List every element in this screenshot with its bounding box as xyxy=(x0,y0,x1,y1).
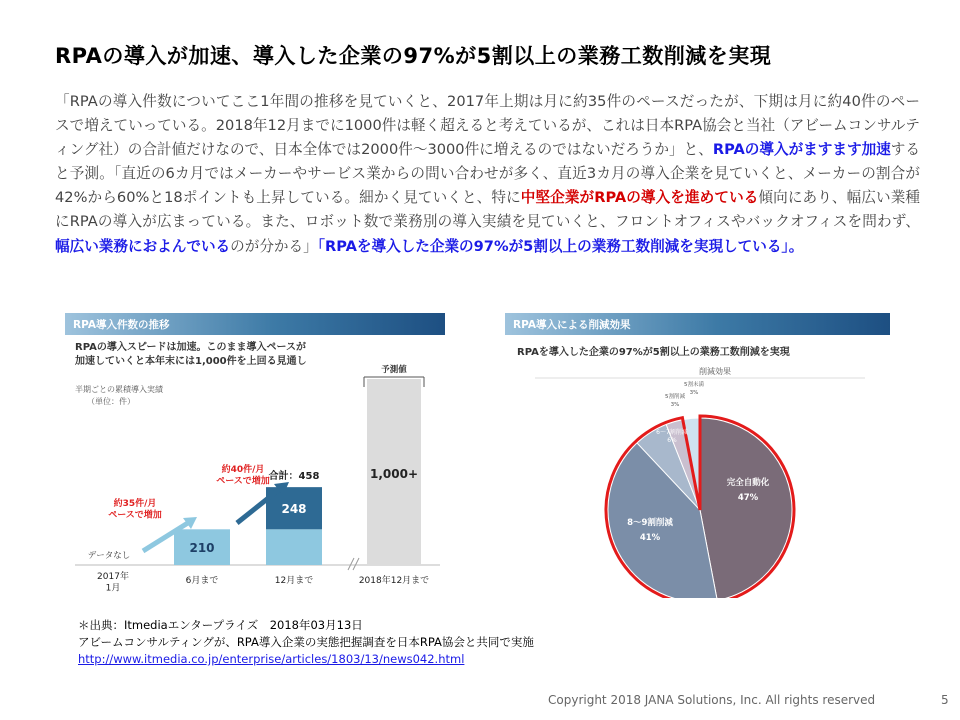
growth-annotation-1: 約35件/月ペースで増加 xyxy=(108,499,162,521)
body-paragraph xyxy=(55,90,920,259)
slice-pct-60-70: 6% xyxy=(667,437,677,444)
slide-title: RPAの導入が加速、導入した企業の97%が5割以上の業務工数削減を実現 xyxy=(55,44,772,68)
body-text-2: すると予測。「直近の6カ月ではメーカーやサービス業からの問い合わせが多く、直近3カ月の導入企業を見ていくと、メーカーの割合が42%から60%と18ポイントも上昇している。細かく見ていくと、特に xyxy=(55,141,920,207)
no-data-label: データなし xyxy=(87,551,131,561)
category-label: 2018年12月まで xyxy=(358,576,430,586)
bar-value-label: 248 xyxy=(281,502,307,517)
pie-title: 削減効果 xyxy=(699,367,731,376)
bar-total-label: 合計：458 xyxy=(268,471,320,483)
pie-slice xyxy=(700,418,792,598)
chart-description: RPAの導入スピードは加速。このまま導入ペースが加速していくと本年末には1,000件を上回る見通し xyxy=(75,342,307,367)
slice-pct-full-automation: 47% xyxy=(737,493,759,503)
slice-label-under-50: 5割未満 xyxy=(684,382,704,388)
chart-header-title: RPA導入による削減効果 xyxy=(513,319,631,331)
pie-chart-svg xyxy=(505,313,890,598)
slice-label-80-90: 8～9割削減 xyxy=(627,518,673,528)
slice-pct-50: 3% xyxy=(670,402,680,408)
chart-note-cumulative: 半期ごとの累積導入実績 xyxy=(75,385,163,394)
chart-description: RPAを導入した企業の97%が5割以上の業務工数削減を実現 xyxy=(517,347,790,358)
bar-value-label: 1,000+ xyxy=(369,467,419,481)
source-line-2: アビームコンサルティングが、RPA導入企業の実態把握調査を日本RPA協会と共同で実施 xyxy=(78,635,534,649)
reduction-effect-chart xyxy=(505,313,890,598)
bar-december-light xyxy=(266,529,322,565)
category-label: 2017年 1月 xyxy=(97,572,129,594)
axis-break-mark xyxy=(348,558,354,570)
axis-break-mark xyxy=(353,558,359,570)
highlight-wide-range: 幅広い業務におよんでいる xyxy=(55,237,231,255)
source-line-1: ＊出典：Itmediaエンタープライズ 2018年03月13日 xyxy=(78,618,363,632)
body-text-1: 「RPAの導入件数についてここ1年間の推移を見ていくと、2017年上期は月に約35件のペースだったが、下期は月に約40件のペースで増えていっている。2018年12月までに1000件は軽く超えると考えているが、これは日本RPA協会と当社（アビームコンサルティング社）の合計値だけなので、日本全体では2000件～3000件に増えるのではないだろうか」と、 xyxy=(55,93,920,159)
page-number: 5 xyxy=(941,693,949,707)
highlight-rpa-acceleration: RPAの導入がますます加速 xyxy=(712,141,891,159)
highlight-97-percent: 「RPAを導入した企業の97%が5割以上の業務工数削減を実現している」。 xyxy=(317,237,804,255)
highlight-midsize-companies: 中堅企業がRPAの導入を進めている xyxy=(520,189,759,207)
bar-value-label: 210 xyxy=(189,541,215,556)
bar-chart-svg xyxy=(65,313,445,598)
chart-note-unit: （単位：件） xyxy=(87,397,135,406)
source-link[interactable]: http://www.itmedia.co.jp/enterprise/articles/1803/13/news042.html xyxy=(78,652,465,666)
source-citation xyxy=(78,617,534,668)
rpa-adoption-chart xyxy=(65,313,445,598)
body-text-3: 傾向にあり、幅広い業種にRPAの導入が広まっている。また、ロボット数で業務別の導入実績を見ていくと、フロントオフィスやバックオフィスを問わず、 xyxy=(55,189,920,231)
category-label: 6月まで xyxy=(185,576,219,586)
category-label: 12月まで xyxy=(274,576,314,586)
forecast-label: 予測値 xyxy=(381,365,407,375)
slice-pct-80-90: 41% xyxy=(639,533,661,543)
slice-label-60-70: 6～7割削減 xyxy=(656,429,688,436)
body-text-4: のが分かる」 xyxy=(230,237,318,255)
slice-pct-under-50: 3% xyxy=(689,390,699,396)
chart-header-title: RPA導入件数の推移 xyxy=(73,319,170,331)
copyright-footer: Copyright 2018 JANA Solutions, Inc. All rights reserved xyxy=(548,693,876,707)
slice-label-50: 5割削減 xyxy=(665,394,685,400)
growth-annotation-2: 約40件/月ペースで増加 xyxy=(216,465,270,487)
slice-label-full-automation: 完全自動化 xyxy=(726,478,770,488)
